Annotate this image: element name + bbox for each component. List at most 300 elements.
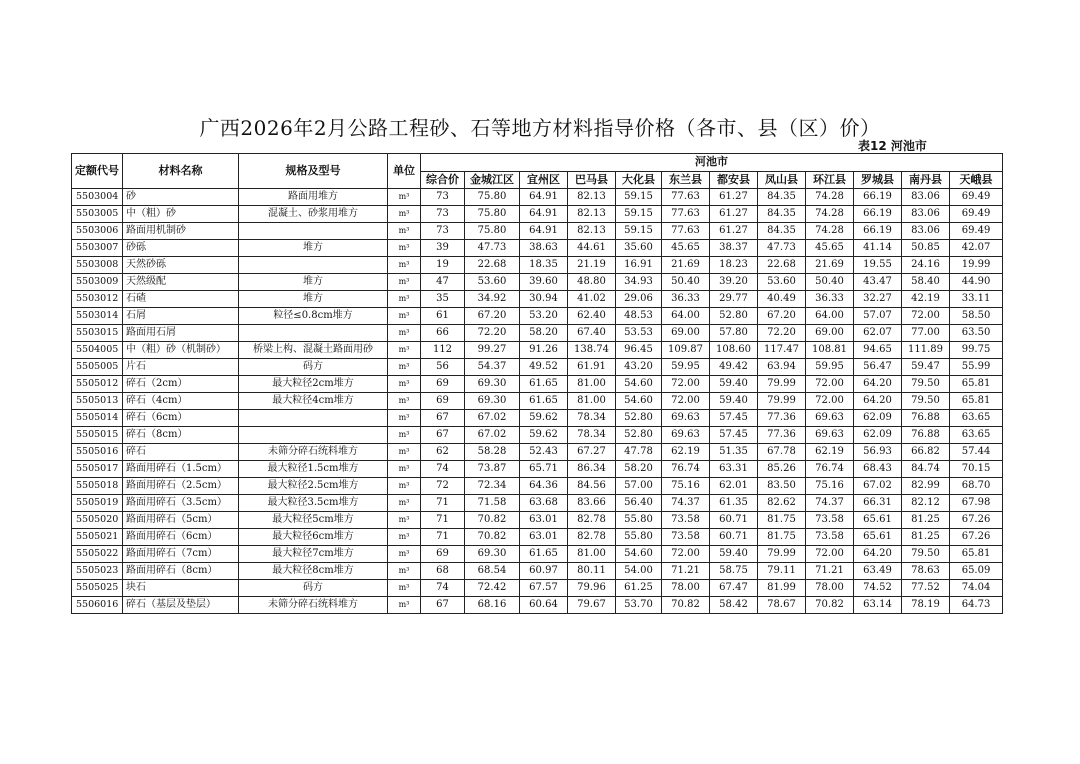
material-code: 5505025 — [72, 580, 123, 597]
price-cell: 61.27 — [710, 206, 758, 223]
price-cell: 47.78 — [616, 444, 662, 461]
price-cell: 80.11 — [568, 563, 616, 580]
price-cell: 81.25 — [902, 512, 950, 529]
price-cell: 70.15 — [950, 461, 1003, 478]
price-cell: 19.99 — [950, 257, 1003, 274]
price-cell: 54.37 — [465, 359, 520, 376]
price-table — [71, 153, 1003, 614]
header-code: 定额代号 — [72, 154, 123, 189]
material-name: 天然砂砾 — [123, 257, 239, 274]
table-row — [72, 546, 1003, 563]
material-name: 碎石（8cm） — [123, 427, 239, 444]
price-cell: 61.35 — [710, 495, 758, 512]
material-spec: 最大粒径5cm堆方 — [239, 512, 388, 529]
price-cell: 62.07 — [854, 325, 902, 342]
material-spec: 最大粒径8cm堆方 — [239, 563, 388, 580]
price-cell: 69.30 — [465, 393, 520, 410]
material-code: 5503012 — [72, 291, 123, 308]
price-cell: 67.47 — [710, 580, 758, 597]
price-cell: 84.35 — [758, 223, 806, 240]
price-cell: 69.49 — [950, 189, 1003, 206]
price-cell: 75.16 — [806, 478, 854, 495]
material-code: 5504005 — [72, 342, 123, 359]
price-cell: 18.23 — [710, 257, 758, 274]
price-cell: 73 — [421, 223, 465, 240]
price-cell: 69 — [421, 393, 465, 410]
header-unit: 单位 — [388, 154, 421, 189]
price-cell: 82.12 — [902, 495, 950, 512]
material-spec — [239, 223, 388, 240]
price-cell: 57.00 — [616, 478, 662, 495]
price-cell: 74.37 — [662, 495, 710, 512]
price-cell: 61.25 — [616, 580, 662, 597]
material-name: 石屑 — [123, 308, 239, 325]
material-code: 5505005 — [72, 359, 123, 376]
price-cell: 79.99 — [758, 376, 806, 393]
table-row — [72, 206, 1003, 223]
material-code: 5503014 — [72, 308, 123, 325]
column-header: 南丹县 — [902, 171, 950, 189]
table-row — [72, 223, 1003, 240]
price-cell: 99.27 — [465, 342, 520, 359]
material-unit: m³ — [388, 393, 421, 410]
price-cell: 67.26 — [950, 512, 1003, 529]
price-cell: 82.13 — [568, 223, 616, 240]
price-cell: 81.00 — [568, 376, 616, 393]
price-cell: 60.64 — [520, 597, 568, 614]
price-cell: 62 — [421, 444, 465, 461]
price-cell: 73.58 — [662, 529, 710, 546]
price-cell: 66.82 — [902, 444, 950, 461]
price-cell: 55.80 — [616, 512, 662, 529]
page-title: 广西2026年2月公路工程砂、石等地方材料指导价格（各市、县（区）价） — [199, 116, 881, 140]
price-cell: 36.33 — [806, 291, 854, 308]
price-cell: 67.02 — [465, 427, 520, 444]
table-row — [72, 427, 1003, 444]
price-cell: 67.02 — [854, 478, 902, 495]
price-cell: 67 — [421, 410, 465, 427]
material-spec: 堆方 — [239, 240, 388, 257]
price-cell: 63.68 — [520, 495, 568, 512]
material-unit: m³ — [388, 580, 421, 597]
price-cell: 72.00 — [902, 308, 950, 325]
price-cell: 22.68 — [758, 257, 806, 274]
price-cell: 19 — [421, 257, 465, 274]
price-cell: 62.09 — [854, 410, 902, 427]
material-code: 5505018 — [72, 478, 123, 495]
price-cell: 63.31 — [710, 461, 758, 478]
price-cell: 69 — [421, 546, 465, 563]
material-code: 5503004 — [72, 189, 123, 206]
table-row — [72, 342, 1003, 359]
table-header — [72, 154, 1003, 189]
header-name: 材料名称 — [123, 154, 239, 189]
material-name: 路面用碎石（8cm） — [123, 563, 239, 580]
price-cell: 62.01 — [710, 478, 758, 495]
price-cell: 16.91 — [616, 257, 662, 274]
price-cell: 41.14 — [854, 240, 902, 257]
price-cell: 77.52 — [902, 580, 950, 597]
price-cell: 74.28 — [806, 223, 854, 240]
price-cell: 78.19 — [902, 597, 950, 614]
price-cell: 112 — [421, 342, 465, 359]
price-cell: 74.37 — [806, 495, 854, 512]
price-cell: 63.14 — [854, 597, 902, 614]
price-cell: 21.69 — [806, 257, 854, 274]
price-cell: 86.34 — [568, 461, 616, 478]
price-cell: 57.44 — [950, 444, 1003, 461]
material-unit: m³ — [388, 274, 421, 291]
material-name: 碎石（6cm） — [123, 410, 239, 427]
price-cell: 59.40 — [710, 393, 758, 410]
material-code: 5503006 — [72, 223, 123, 240]
price-cell: 52.43 — [520, 444, 568, 461]
material-spec: 最大粒径2cm堆方 — [239, 376, 388, 393]
price-cell: 56 — [421, 359, 465, 376]
material-spec: 桥梁上构、混凝土路面用砂 — [239, 342, 388, 359]
price-cell: 69.49 — [950, 206, 1003, 223]
price-cell: 64.20 — [854, 393, 902, 410]
material-unit: m³ — [388, 223, 421, 240]
material-code: 5505019 — [72, 495, 123, 512]
material-name: 路面用碎石（7cm） — [123, 546, 239, 563]
material-spec: 堆方 — [239, 274, 388, 291]
price-cell: 64.36 — [520, 478, 568, 495]
price-cell: 58.20 — [520, 325, 568, 342]
price-cell: 79.99 — [758, 546, 806, 563]
price-cell: 42.07 — [950, 240, 1003, 257]
price-cell: 58.28 — [465, 444, 520, 461]
price-cell: 74.28 — [806, 206, 854, 223]
column-header: 都安县 — [710, 171, 758, 189]
price-cell: 38.37 — [710, 240, 758, 257]
material-unit: m³ — [388, 461, 421, 478]
price-cell: 53.70 — [616, 597, 662, 614]
price-cell: 64.00 — [662, 308, 710, 325]
price-cell: 71.21 — [806, 563, 854, 580]
price-cell: 29.77 — [710, 291, 758, 308]
material-unit: m³ — [388, 546, 421, 563]
price-cell: 69.63 — [662, 427, 710, 444]
material-spec: 码方 — [239, 359, 388, 376]
price-cell: 58.40 — [902, 274, 950, 291]
price-cell: 39.60 — [520, 274, 568, 291]
price-cell: 82.62 — [758, 495, 806, 512]
price-cell: 53.20 — [520, 308, 568, 325]
price-cell: 78.34 — [568, 410, 616, 427]
material-name: 路面用机制砂 — [123, 223, 239, 240]
price-cell: 62.40 — [568, 308, 616, 325]
price-cell: 77.00 — [902, 325, 950, 342]
price-cell: 68.70 — [950, 478, 1003, 495]
material-code: 5506016 — [72, 597, 123, 614]
price-cell: 75.80 — [465, 223, 520, 240]
material-name: 中（粗）砂 — [123, 206, 239, 223]
price-cell: 32.27 — [854, 291, 902, 308]
material-spec: 码方 — [239, 580, 388, 597]
material-spec: 最大粒径6cm堆方 — [239, 529, 388, 546]
price-cell: 45.65 — [662, 240, 710, 257]
price-cell: 69.63 — [806, 427, 854, 444]
price-cell: 21.19 — [568, 257, 616, 274]
header-city: 河池市 — [421, 154, 1003, 172]
material-name: 路面用碎石（3.5cm） — [123, 495, 239, 512]
price-cell: 59.95 — [806, 359, 854, 376]
material-code: 5505012 — [72, 376, 123, 393]
material-name: 路面用碎石（6cm） — [123, 529, 239, 546]
price-cell: 67.57 — [520, 580, 568, 597]
table-row — [72, 597, 1003, 614]
price-cell: 72 — [421, 478, 465, 495]
price-cell: 56.40 — [616, 495, 662, 512]
price-cell: 69.00 — [662, 325, 710, 342]
material-unit: m³ — [388, 240, 421, 257]
table-row — [72, 512, 1003, 529]
price-cell: 67 — [421, 597, 465, 614]
price-cell: 62.09 — [854, 427, 902, 444]
price-cell: 74.28 — [806, 189, 854, 206]
table-row — [72, 257, 1003, 274]
price-cell: 68.43 — [854, 461, 902, 478]
price-cell: 64.20 — [854, 376, 902, 393]
material-spec: 未筛分碎石统料堆方 — [239, 597, 388, 614]
price-cell: 73.58 — [806, 529, 854, 546]
material-code: 5505015 — [72, 427, 123, 444]
material-name: 碎石（4cm） — [123, 393, 239, 410]
material-name: 片石 — [123, 359, 239, 376]
price-cell: 64.20 — [854, 546, 902, 563]
price-cell: 69.63 — [662, 410, 710, 427]
price-cell: 72.00 — [662, 393, 710, 410]
price-cell: 63.49 — [854, 563, 902, 580]
price-cell: 61.91 — [568, 359, 616, 376]
price-cell: 44.90 — [950, 274, 1003, 291]
price-cell: 41.02 — [568, 291, 616, 308]
price-cell: 67.78 — [758, 444, 806, 461]
material-code: 5503015 — [72, 325, 123, 342]
table-row — [72, 529, 1003, 546]
material-code: 5505021 — [72, 529, 123, 546]
price-cell: 117.47 — [758, 342, 806, 359]
column-header: 天峨县 — [950, 171, 1003, 189]
material-spec: 最大粒径1.5cm堆方 — [239, 461, 388, 478]
price-cell: 85.26 — [758, 461, 806, 478]
material-spec: 最大粒径2.5cm堆方 — [239, 478, 388, 495]
price-cell: 75.80 — [465, 206, 520, 223]
material-unit: m³ — [388, 427, 421, 444]
price-cell: 19.55 — [854, 257, 902, 274]
price-cell: 60.71 — [710, 529, 758, 546]
price-cell: 63.01 — [520, 529, 568, 546]
price-cell: 72.20 — [758, 325, 806, 342]
table-row — [72, 359, 1003, 376]
material-name: 碎石（2cm） — [123, 376, 239, 393]
price-cell: 58.42 — [710, 597, 758, 614]
price-cell: 34.93 — [616, 274, 662, 291]
price-cell: 77.63 — [662, 206, 710, 223]
material-name: 砂 — [123, 189, 239, 206]
price-cell: 64.91 — [520, 223, 568, 240]
material-unit: m³ — [388, 359, 421, 376]
price-cell: 59.15 — [616, 223, 662, 240]
material-unit: m³ — [388, 529, 421, 546]
price-cell: 47.73 — [465, 240, 520, 257]
price-cell: 58.20 — [616, 461, 662, 478]
price-cell: 53.60 — [465, 274, 520, 291]
material-code: 5505014 — [72, 410, 123, 427]
price-cell: 62.19 — [662, 444, 710, 461]
price-cell: 51.35 — [710, 444, 758, 461]
price-cell: 22.68 — [465, 257, 520, 274]
price-cell: 59.15 — [616, 189, 662, 206]
price-cell: 63.94 — [758, 359, 806, 376]
price-cell: 67.26 — [950, 529, 1003, 546]
material-spec: 混凝土、砂浆用堆方 — [239, 206, 388, 223]
price-cell: 84.35 — [758, 206, 806, 223]
price-cell: 79.50 — [902, 393, 950, 410]
price-cell: 57.45 — [710, 410, 758, 427]
table-row — [72, 376, 1003, 393]
column-header: 凤山县 — [758, 171, 806, 189]
price-cell: 60.71 — [710, 512, 758, 529]
price-cell: 84.35 — [758, 189, 806, 206]
material-name: 路面用石屑 — [123, 325, 239, 342]
price-cell: 84.56 — [568, 478, 616, 495]
material-code: 5503008 — [72, 257, 123, 274]
price-cell: 36.33 — [662, 291, 710, 308]
price-cell: 83.06 — [902, 206, 950, 223]
table-row — [72, 461, 1003, 478]
price-cell: 67 — [421, 427, 465, 444]
price-cell: 35 — [421, 291, 465, 308]
material-unit: m³ — [388, 189, 421, 206]
table-row — [72, 291, 1003, 308]
price-cell: 69.00 — [806, 325, 854, 342]
price-cell: 59.47 — [902, 359, 950, 376]
price-cell: 30.94 — [520, 291, 568, 308]
price-cell: 61.65 — [520, 546, 568, 563]
table-row — [72, 444, 1003, 461]
material-code: 5505017 — [72, 461, 123, 478]
price-cell: 69 — [421, 376, 465, 393]
price-cell: 53.53 — [616, 325, 662, 342]
material-unit: m³ — [388, 325, 421, 342]
price-cell: 59.95 — [662, 359, 710, 376]
price-cell: 67.40 — [568, 325, 616, 342]
price-cell: 77.36 — [758, 427, 806, 444]
price-cell: 78.00 — [806, 580, 854, 597]
material-name: 路面用碎石（1.5cm） — [123, 461, 239, 478]
price-cell: 47 — [421, 274, 465, 291]
table-row — [72, 274, 1003, 291]
price-cell: 40.49 — [758, 291, 806, 308]
price-cell: 83.50 — [758, 478, 806, 495]
material-unit: m³ — [388, 376, 421, 393]
price-cell: 78.63 — [902, 563, 950, 580]
material-unit: m³ — [388, 444, 421, 461]
price-cell: 49.52 — [520, 359, 568, 376]
column-header: 环江县 — [806, 171, 854, 189]
price-cell: 54.60 — [616, 376, 662, 393]
price-cell: 78.67 — [758, 597, 806, 614]
table-row — [72, 308, 1003, 325]
price-cell: 72.00 — [806, 393, 854, 410]
price-cell: 73 — [421, 189, 465, 206]
price-cell: 52.80 — [710, 308, 758, 325]
price-cell: 18.35 — [520, 257, 568, 274]
material-unit: m³ — [388, 512, 421, 529]
price-cell: 55.99 — [950, 359, 1003, 376]
price-cell: 49.42 — [710, 359, 758, 376]
material-name: 天然级配 — [123, 274, 239, 291]
price-cell: 64.91 — [520, 189, 568, 206]
price-cell: 64.91 — [520, 206, 568, 223]
price-cell: 61.27 — [710, 189, 758, 206]
price-cell: 66.31 — [854, 495, 902, 512]
price-cell: 68.54 — [465, 563, 520, 580]
price-cell: 66.19 — [854, 189, 902, 206]
price-cell: 73.58 — [806, 512, 854, 529]
price-cell: 79.96 — [568, 580, 616, 597]
price-cell: 76.74 — [662, 461, 710, 478]
column-header: 东兰县 — [662, 171, 710, 189]
price-cell: 77.36 — [758, 410, 806, 427]
price-cell: 75.16 — [662, 478, 710, 495]
price-cell: 69.49 — [950, 223, 1003, 240]
table-row — [72, 325, 1003, 342]
material-spec: 堆方 — [239, 291, 388, 308]
price-cell: 47.73 — [758, 240, 806, 257]
price-cell: 62.19 — [806, 444, 854, 461]
price-cell: 75.80 — [465, 189, 520, 206]
price-cell: 79.50 — [902, 546, 950, 563]
material-code: 5505016 — [72, 444, 123, 461]
material-unit: m³ — [388, 342, 421, 359]
price-cell: 81.99 — [758, 580, 806, 597]
price-cell: 72.34 — [465, 478, 520, 495]
price-cell: 74.04 — [950, 580, 1003, 597]
material-unit: m³ — [388, 495, 421, 512]
material-code: 5503007 — [72, 240, 123, 257]
price-cell: 77.63 — [662, 189, 710, 206]
price-cell: 91.26 — [520, 342, 568, 359]
price-cell: 52.80 — [616, 427, 662, 444]
price-cell: 67.98 — [950, 495, 1003, 512]
price-cell: 73.58 — [662, 512, 710, 529]
price-cell: 72.42 — [465, 580, 520, 597]
price-cell: 67.02 — [465, 410, 520, 427]
column-header: 罗城县 — [854, 171, 902, 189]
price-cell: 59.62 — [520, 427, 568, 444]
price-cell: 61.65 — [520, 393, 568, 410]
price-cell: 54.60 — [616, 393, 662, 410]
price-cell: 81.00 — [568, 546, 616, 563]
price-cell: 99.75 — [950, 342, 1003, 359]
price-cell: 66.19 — [854, 223, 902, 240]
material-unit: m³ — [388, 257, 421, 274]
table-row — [72, 563, 1003, 580]
material-unit: m³ — [388, 563, 421, 580]
price-cell: 76.74 — [806, 461, 854, 478]
material-code: 5505023 — [72, 563, 123, 580]
column-header: 综合价 — [421, 171, 465, 189]
material-spec: 粒径≤0.8cm堆方 — [239, 308, 388, 325]
material-name: 中（粗）砂（机制砂） — [123, 342, 239, 359]
price-cell: 21.69 — [662, 257, 710, 274]
material-name: 碎石 — [123, 444, 239, 461]
price-cell: 66 — [421, 325, 465, 342]
price-cell: 81.75 — [758, 512, 806, 529]
